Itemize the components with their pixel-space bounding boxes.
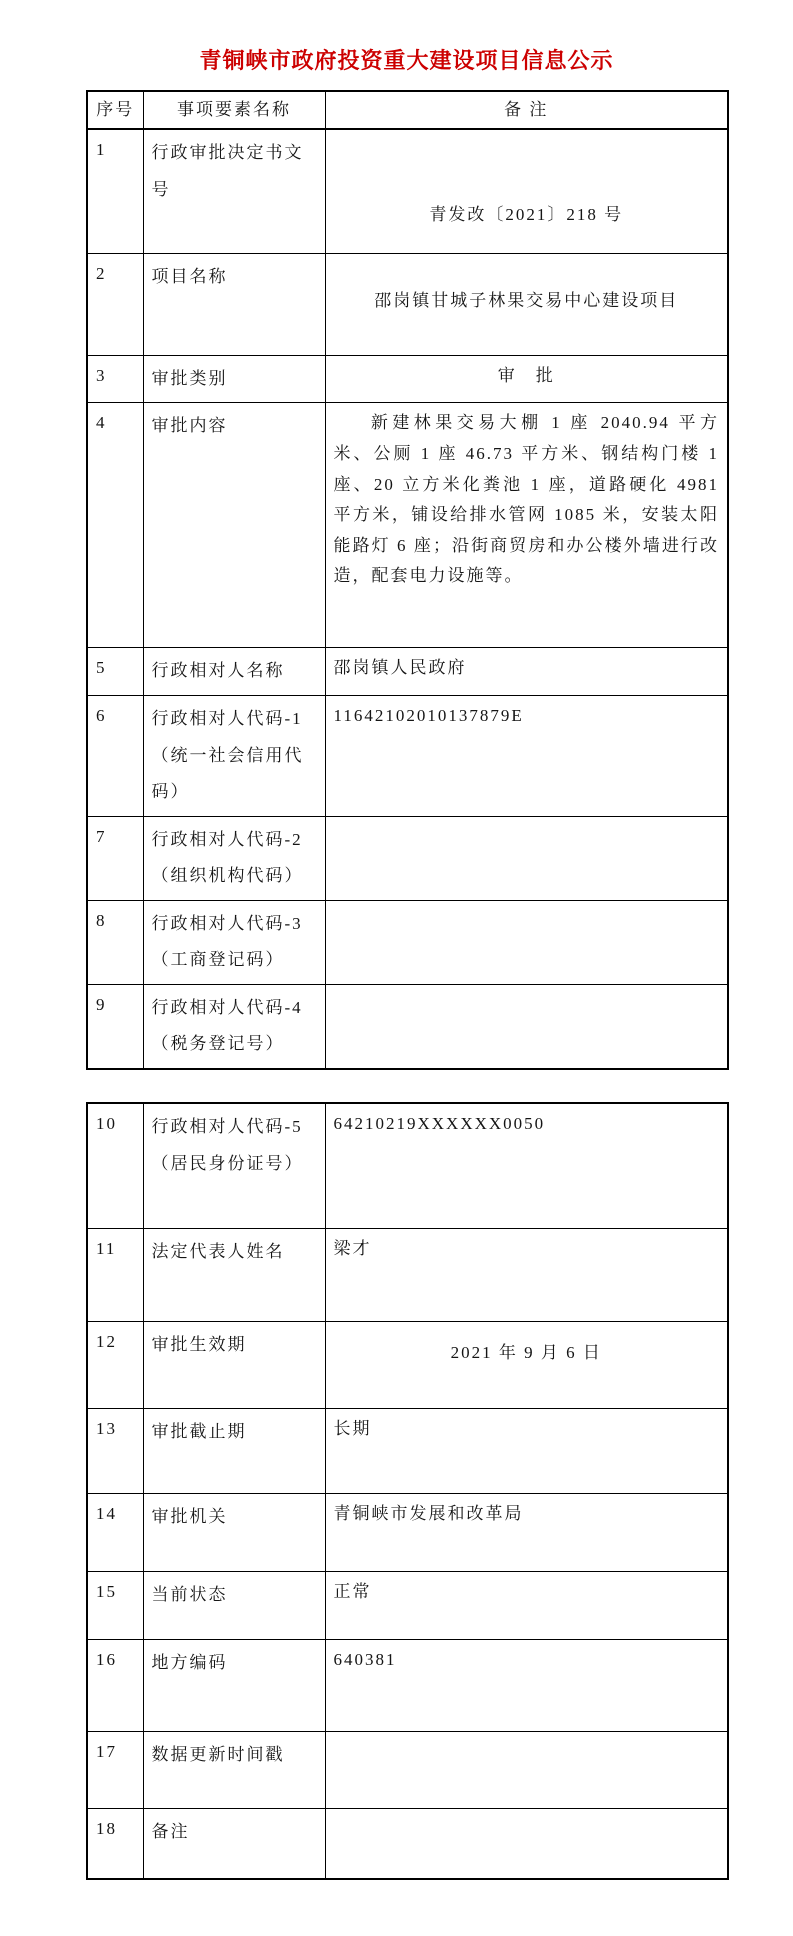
table-row	[87, 984, 728, 1069]
row-number: 11	[87, 1228, 143, 1321]
table-row	[87, 1493, 728, 1571]
row-remark: 审 批	[325, 355, 728, 403]
row-label: 法定代表人姓名	[143, 1228, 325, 1321]
row-remark: 2021 年 9 月 6 日	[325, 1321, 728, 1408]
row-remark	[325, 816, 728, 900]
row-label: 数据更新时间戳	[143, 1731, 325, 1808]
info-table-page-1	[86, 90, 729, 1071]
row-label: 行政相对人代码-3（工商登记码）	[143, 900, 325, 984]
table-row	[87, 1103, 728, 1228]
table-row	[87, 648, 728, 696]
row-number: 2	[87, 253, 143, 355]
row-label: 行政相对人代码-4（税务登记号）	[143, 984, 325, 1069]
table-row	[87, 1639, 728, 1731]
row-remark: 邵岗镇人民政府	[325, 648, 728, 696]
row-label: 审批机关	[143, 1493, 325, 1571]
row-number: 7	[87, 816, 143, 900]
row-remark: 正常	[325, 1571, 728, 1639]
row-number: 17	[87, 1731, 143, 1808]
row-remark: 640381	[325, 1639, 728, 1731]
row-number: 3	[87, 355, 143, 403]
row-number: 16	[87, 1639, 143, 1731]
row-number: 1	[87, 129, 143, 253]
row-number: 4	[87, 403, 143, 648]
table-row	[87, 1228, 728, 1321]
row-number: 12	[87, 1321, 143, 1408]
row-label: 审批内容	[143, 403, 325, 648]
row-remark: 长期	[325, 1408, 728, 1493]
row-remark	[325, 984, 728, 1069]
row-label: 行政相对人代码-2（组织机构代码）	[143, 816, 325, 900]
page-title: 青铜峡市政府投资重大建设项目信息公示	[199, 48, 614, 73]
table-row	[87, 253, 728, 355]
row-label: 行政审批决定书文号	[143, 129, 325, 253]
row-number: 6	[87, 695, 143, 816]
row-remark: 64210219XXXXXX0050	[325, 1103, 728, 1228]
row-number: 9	[87, 984, 143, 1069]
row-label: 备注	[143, 1808, 325, 1879]
row-remark	[325, 900, 728, 984]
row-remark: 邵岗镇甘城子林果交易中心建设项目	[325, 253, 728, 355]
row-remark	[325, 1731, 728, 1808]
row-remark	[325, 1808, 728, 1879]
header-no: 序号	[87, 91, 143, 130]
row-label: 行政相对人代码-5（居民身份证号）	[143, 1103, 325, 1228]
row-number: 15	[87, 1571, 143, 1639]
table-row	[87, 695, 728, 816]
row-label: 行政相对人名称	[143, 648, 325, 696]
row-label: 审批生效期	[143, 1321, 325, 1408]
row-remark: 梁才	[325, 1228, 728, 1321]
table-row	[87, 816, 728, 900]
table-row	[87, 1571, 728, 1639]
row-number: 14	[87, 1493, 143, 1571]
table-row	[87, 1731, 728, 1808]
row-label: 审批截止期	[143, 1408, 325, 1493]
table-row	[87, 1321, 728, 1408]
row-remark: 青发改〔2021〕218 号	[325, 129, 728, 253]
table-row	[87, 1408, 728, 1493]
table-header-row	[87, 91, 728, 130]
row-remark: 新建林果交易大棚 1 座 2040.94 平方米、公厕 1 座 46.73 平方米、钢结构门楼 1 座、20 立方米化粪池 1 座，道路硬化 4981 平方米，铺设给排水管网 1085 米，安装太阳能路灯 6 座；沿街商贸房和办公楼外墙进行改造，配套电力设施等。	[325, 403, 728, 648]
table-row	[87, 403, 728, 648]
info-table-page-2	[86, 1102, 729, 1880]
table-row	[87, 900, 728, 984]
row-remark: 11642102010137879E	[325, 695, 728, 816]
row-label: 地方编码	[143, 1639, 325, 1731]
row-number: 8	[87, 900, 143, 984]
row-remark: 青铜峡市发展和改革局	[325, 1493, 728, 1571]
row-label: 当前状态	[143, 1571, 325, 1639]
row-label: 项目名称	[143, 253, 325, 355]
table-row	[87, 129, 728, 253]
row-number: 13	[87, 1408, 143, 1493]
row-number: 10	[87, 1103, 143, 1228]
row-number: 18	[87, 1808, 143, 1879]
header-remark: 备 注	[325, 91, 728, 130]
row-number: 5	[87, 648, 143, 696]
row-label: 行政相对人代码-1（统一社会信用代码）	[143, 695, 325, 816]
table-row	[87, 355, 728, 403]
table-row	[87, 1808, 728, 1879]
row-label: 审批类别	[143, 355, 325, 403]
header-name: 事项要素名称	[143, 91, 325, 130]
